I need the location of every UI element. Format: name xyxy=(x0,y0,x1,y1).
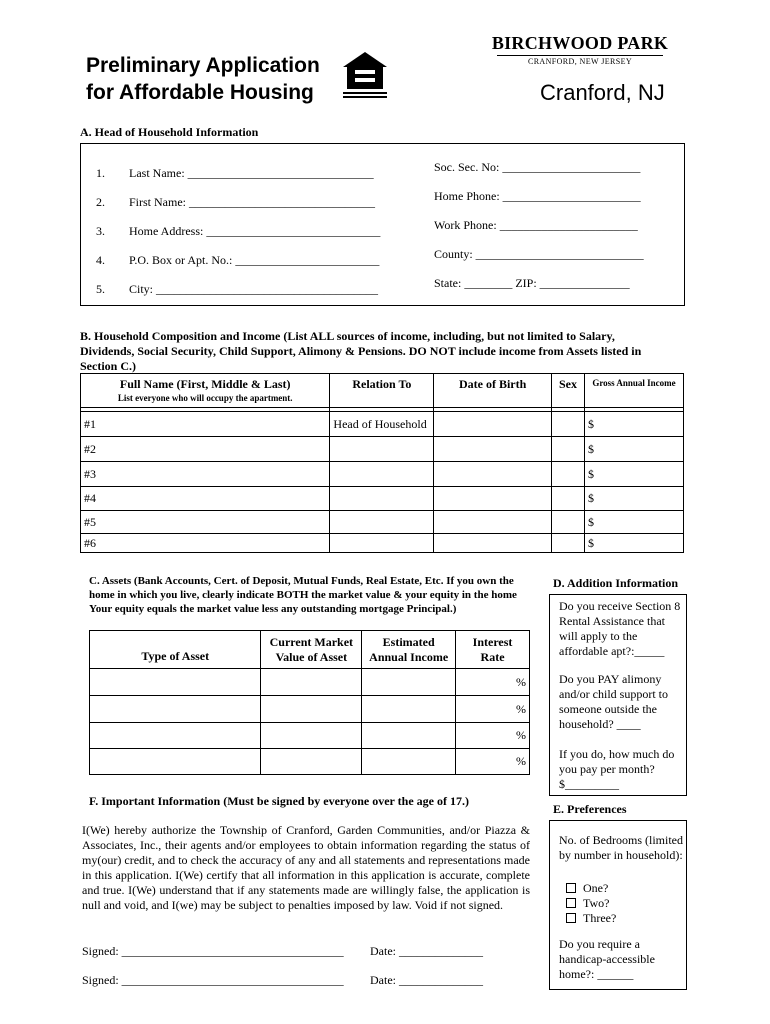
alimony-amount-question[interactable]: If you do, how much do you pay per month? $_________ xyxy=(559,747,675,791)
household-row xyxy=(81,534,684,553)
bedroom-option-one[interactable] xyxy=(566,881,608,896)
member-income-cell[interactable]: $ xyxy=(584,437,683,462)
col-interest-rate xyxy=(456,631,530,669)
asset-row xyxy=(90,749,530,775)
member-number: #6 xyxy=(84,535,96,550)
brand-name: BIRCHWOOD PARK xyxy=(491,33,669,53)
asset-value-cell[interactable] xyxy=(261,696,362,723)
asset-income-cell[interactable] xyxy=(362,696,456,723)
member-relation-cell[interactable] xyxy=(330,511,434,534)
member-sex-cell[interactable] xyxy=(552,511,585,534)
asset-rate-cell[interactable]: % xyxy=(456,669,530,696)
col-market-value xyxy=(261,631,362,669)
last-name-field[interactable]: 1. Last Name: _______________________________ xyxy=(96,166,374,180)
col-full-name xyxy=(81,374,330,408)
col-market-value-line-1: Current Market xyxy=(269,634,354,649)
asset-type-cell[interactable] xyxy=(90,749,261,775)
col-asset-type: Type of Asset xyxy=(90,631,261,669)
equal-housing-icon xyxy=(341,51,389,101)
col-interest-rate-line-2: Rate xyxy=(480,649,505,664)
checkbox-icon[interactable] xyxy=(566,913,576,923)
asset-type-cell[interactable] xyxy=(90,669,261,696)
alimony-question[interactable]: Do you PAY alimony and/or child support to someone outside the household? ____ xyxy=(559,672,668,731)
member-income-cell[interactable]: $ xyxy=(584,534,683,553)
section8-question[interactable]: Do you receive Section 8 Rental Assistance that will apply to the affordable apt?:_____ xyxy=(559,599,681,658)
member-name-cell[interactable] xyxy=(81,437,330,462)
household-row xyxy=(81,412,684,437)
bedroom-option-label: One? xyxy=(583,881,609,895)
member-name-cell[interactable] xyxy=(81,462,330,487)
household-header-row xyxy=(81,374,684,408)
member-dob-cell[interactable] xyxy=(434,487,552,511)
section-c-heading xyxy=(89,574,539,616)
col-gross-income: Gross Annual Income xyxy=(584,374,683,408)
col-annual-income xyxy=(362,631,456,669)
bedroom-option-two[interactable] xyxy=(566,896,609,911)
member-relation-cell[interactable] xyxy=(330,462,434,487)
member-income-cell[interactable]: $ xyxy=(584,462,683,487)
col-sex: Sex xyxy=(552,374,585,408)
assets-table xyxy=(89,630,530,775)
member-sex-cell[interactable] xyxy=(552,462,585,487)
brand-divider xyxy=(497,55,663,56)
col-dob: Date of Birth xyxy=(434,374,552,408)
col-annual-income-line-2: Annual Income xyxy=(369,649,449,664)
household-row xyxy=(81,487,684,511)
city-field[interactable]: 5. City: _____________________________________ xyxy=(96,282,379,296)
asset-value-cell[interactable] xyxy=(261,669,362,696)
po-box-field[interactable]: 4. P.O. Box or Apt. No.: ________________________ xyxy=(96,253,380,267)
member-income-cell[interactable]: $ xyxy=(584,412,683,437)
member-income-cell[interactable]: $ xyxy=(584,487,683,511)
col-interest-rate-line-1: Interest xyxy=(472,634,513,649)
first-name-field[interactable]: 2. First Name: _______________________________ xyxy=(96,195,375,209)
asset-value-cell[interactable] xyxy=(261,723,362,749)
brand-logo xyxy=(491,33,669,66)
assets-header-row xyxy=(90,631,530,669)
asset-row xyxy=(90,669,530,696)
asset-type-cell[interactable] xyxy=(90,723,261,749)
signature-field-1[interactable]: Signed: _____________________________________ xyxy=(82,944,344,958)
state-zip-field[interactable]: State: ________ ZIP: _______________ xyxy=(434,276,630,290)
member-relation-cell[interactable] xyxy=(330,487,434,511)
date-field-2[interactable]: Date: ______________ xyxy=(370,973,483,987)
section-a-heading: A. Head of Household Information xyxy=(80,125,259,139)
bedroom-option-label: Three? xyxy=(583,911,617,925)
section-b-heading-line-2: Dividends, Social Security, Child Support, Alimony & Pensions. DO NOT include income from Assets listed in xyxy=(80,344,642,358)
member-relation-cell[interactable] xyxy=(330,534,434,553)
county-field[interactable]: County: ____________________________ xyxy=(434,247,644,261)
home-phone-field[interactable]: Home Phone: _______________________ xyxy=(434,189,641,203)
member-number: #3 xyxy=(84,466,96,481)
col-full-name-label: Full Name (First, Middle & Last) xyxy=(119,377,291,391)
work-phone-field[interactable]: Work Phone: _______________________ xyxy=(434,218,638,232)
authorization-text: I(We) hereby authorize the Township of Cranford, Garden Communities, and/or Piazza & Associates, Inc., their agents and/or employees to obtain information regarding the status of my(our) credit, and to check the accuracy of any and all statements and representations made in this application. I(We) certify that all information in this application is accurate, complete and true. I(We) understand that if any statements made are willingly false, the application is null and void, and I(we) may be subject to penalties imposed by law. Void if not signed. xyxy=(82,823,530,912)
section-e-heading: E. Preferences xyxy=(553,802,627,816)
col-market-value-line-2: Value of Asset xyxy=(275,649,348,664)
household-row xyxy=(81,462,684,487)
member-dob-cell[interactable] xyxy=(434,412,552,437)
checkbox-icon[interactable] xyxy=(566,883,576,893)
member-relation-cell[interactable] xyxy=(330,437,434,462)
date-field-1[interactable]: Date: ______________ xyxy=(370,944,483,958)
member-dob-cell[interactable] xyxy=(434,534,552,553)
city-label: Cranford, NJ xyxy=(540,80,665,105)
brand-location: CRANFORD, NEW JERSEY xyxy=(527,57,633,66)
section-b-heading xyxy=(80,329,680,374)
bedroom-option-label: Two? xyxy=(583,896,610,910)
member-sex-cell[interactable] xyxy=(552,437,585,462)
member-dob-cell[interactable] xyxy=(434,462,552,487)
section-d-heading: D. Addition Information xyxy=(553,576,679,590)
title-line-1: Preliminary Application xyxy=(86,54,320,77)
asset-row xyxy=(90,723,530,749)
page-title xyxy=(86,52,320,106)
member-dob-cell[interactable] xyxy=(434,511,552,534)
home-address-field[interactable]: 3. Home Address: _____________________________ xyxy=(96,224,381,238)
handicap-question[interactable]: Do you require a handicap-accessible home?: ______ xyxy=(559,937,655,981)
asset-income-cell[interactable] xyxy=(362,749,456,775)
asset-type-cell[interactable] xyxy=(90,696,261,723)
member-name-cell[interactable] xyxy=(81,412,330,437)
col-relation: Relation To xyxy=(330,374,434,408)
member-number: #2 xyxy=(84,441,96,456)
member-dob-cell[interactable] xyxy=(434,437,552,462)
signature-field-2[interactable]: Signed: _____________________________________ xyxy=(82,973,344,987)
member-name-cell[interactable] xyxy=(81,534,330,553)
bedroom-option-three[interactable] xyxy=(566,911,616,926)
asset-rate-cell[interactable]: % xyxy=(456,723,530,749)
member-relation-cell[interactable]: Head of Household xyxy=(330,412,434,437)
col-full-name-note: List everyone who will occupy the apartment. xyxy=(117,393,293,403)
bedrooms-label: No. of Bedrooms (limited by number in household): xyxy=(559,833,683,862)
section-c-heading-line-3: Your equity equals the market value less any outstanding mortgage Principal.) xyxy=(89,603,457,615)
col-annual-income-line-1: Estimated xyxy=(382,634,435,649)
member-number: #1 xyxy=(84,416,96,431)
section-f-heading: F. Important Information (Must be signed by everyone over the age of 17.) xyxy=(89,794,469,808)
asset-rate-cell[interactable]: % xyxy=(456,749,530,775)
member-sex-cell[interactable] xyxy=(552,412,585,437)
section-c-heading-line-1: C. Assets (Bank Accounts, Cert. of Deposit, Mutual Funds, Real Estate, Etc. If you own the xyxy=(89,575,514,587)
section-b-heading-line-3: Section C.) xyxy=(80,359,136,373)
household-table xyxy=(80,373,684,553)
section-b-heading-line-1: B. Household Composition and Income (List ALL sources of income, including, but not limited to Salary, xyxy=(80,329,615,343)
member-name-cell[interactable] xyxy=(81,487,330,511)
household-row xyxy=(81,437,684,462)
ssn-field[interactable]: Soc. Sec. No: _______________________ xyxy=(434,160,641,174)
member-name-cell[interactable] xyxy=(81,511,330,534)
member-sex-cell[interactable] xyxy=(552,534,585,553)
asset-value-cell[interactable] xyxy=(261,749,362,775)
asset-income-cell[interactable] xyxy=(362,669,456,696)
checkbox-icon[interactable] xyxy=(566,898,576,908)
member-number: #5 xyxy=(84,514,96,529)
asset-rate-cell[interactable]: % xyxy=(456,696,530,723)
asset-row xyxy=(90,696,530,723)
member-number: #4 xyxy=(84,491,96,505)
asset-income-cell[interactable] xyxy=(362,723,456,749)
section-c-heading-line-2: home in which you live, clearly indicate BOTH the market value & your equity in the home xyxy=(89,589,517,601)
household-row xyxy=(81,511,684,534)
title-line-2: for Affordable Housing xyxy=(86,81,314,104)
member-sex-cell[interactable] xyxy=(552,487,585,511)
member-income-cell[interactable]: $ xyxy=(584,511,683,534)
